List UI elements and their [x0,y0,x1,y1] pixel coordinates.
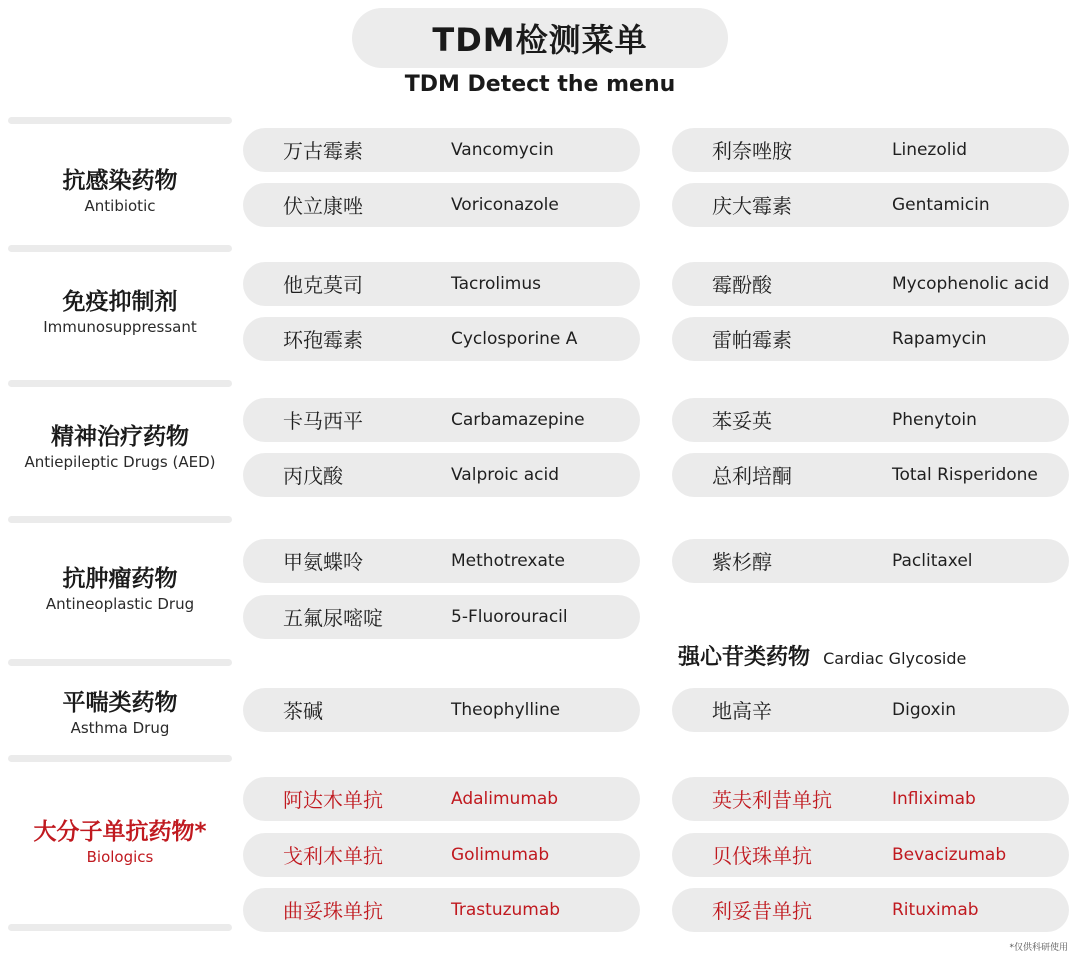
drug-name-en: Total Risperidone [892,465,1038,485]
category-asthma [8,688,232,738]
drug-name-cn: 苯妥英 [712,409,772,433]
drug-name-cn: 曲妥珠单抗 [283,899,383,923]
drug-name-cn: 戈利木单抗 [283,844,383,868]
category-cardiac-glycoside [678,640,966,671]
drug-name-cn: 卡马西平 [283,409,363,433]
drug-item-rituximab [672,888,1069,932]
drug-name-cn: 紫杉醇 [712,550,772,574]
drug-item-paclitaxel [672,539,1069,583]
page-title: TDM检测菜单 [352,8,728,68]
drug-name-en: Vancomycin [451,140,554,160]
drug-item-trastuzumab [243,888,640,932]
section-divider [8,924,232,931]
drug-name-en: Gentamicin [892,195,990,215]
category-title-cn: 强心苷类药物 [678,645,811,670]
drug-name-en: Valproic acid [451,465,560,485]
drug-name-cn: 总利培酮 [712,464,792,488]
drug-name-en: Digoxin [892,700,957,720]
section-divider [8,659,232,666]
category-title-en: Cardiac Glycoside [823,649,967,668]
drug-name-en: 5-Fluorouracil [451,607,568,627]
drug-name-en: Theophylline [451,700,561,720]
drug-item-valproic-acid [243,453,640,497]
drug-name-en: Linezolid [892,140,967,160]
drug-name-en: Mycophenolic acid [892,274,1050,294]
drug-name-cn: 丙戊酸 [283,464,343,488]
category-immunosuppressant [8,287,232,337]
drug-item-cyclosporine [243,317,640,361]
drug-item-fluorouracil [243,595,640,639]
page-subtitle: TDM Detect the menu [404,72,676,97]
drug-name-en: Paclitaxel [892,551,973,571]
section-divider [8,755,232,762]
section-divider [8,117,232,124]
category-title-cn: 免疫抑制剂 [62,289,178,315]
section-divider [8,245,232,252]
drug-item-tacrolimus [243,262,640,306]
drug-name-cn: 霉酚酸 [712,273,772,297]
drug-item-methotrexate [243,539,640,583]
drug-item-rapamycin [672,317,1069,361]
drug-item-linezolid [672,128,1069,172]
category-title-cn: 平喘类药物 [62,690,178,716]
drug-item-mycophenolic-acid [672,262,1069,306]
drug-item-digoxin [672,688,1069,732]
drug-name-en: Phenytoin [892,410,977,430]
drug-item-total-risperidone [672,453,1069,497]
category-title-cn: 精神治疗药物 [51,424,189,450]
section-divider [8,380,232,387]
section-divider [8,516,232,523]
drug-name-en: Golimumab [451,845,550,865]
drug-name-cn: 庆大霉素 [712,194,792,218]
drug-name-cn: 五氟尿嘧啶 [283,606,383,630]
drug-name-cn: 阿达木单抗 [283,788,383,812]
drug-name-en: Carbamazepine [451,410,585,430]
drug-item-voriconazole [243,183,640,227]
drug-item-infliximab [672,777,1069,821]
drug-item-gentamicin [672,183,1069,227]
category-title-cn: 抗肿瘤药物 [62,566,178,592]
drug-name-cn: 利妥昔单抗 [712,899,812,923]
drug-name-en: Infliximab [892,789,976,809]
drug-name-en: Bevacizumab [892,845,1007,865]
category-antineoplastic [8,564,232,614]
drug-item-phenytoin [672,398,1069,442]
drug-name-cn: 利奈唑胺 [712,139,792,163]
footnote: *仅供科研使用 [1009,943,1068,953]
drug-name-cn: 万古霉素 [283,139,363,163]
drug-item-adalimumab [243,777,640,821]
category-biologics [8,817,232,867]
drug-item-golimumab [243,833,640,877]
drug-name-cn: 环孢霉素 [283,328,363,352]
category-title-en: Antiepileptic Drugs (AED) [24,453,216,471]
category-title-en: Antibiotic [84,197,156,215]
drug-name-cn: 他克莫司 [283,273,363,297]
category-title-cn: 大分子单抗药物* [33,819,207,845]
drug-item-carbamazepine [243,398,640,442]
drug-item-theophylline [243,688,640,732]
drug-name-cn: 英夫利昔单抗 [712,788,832,812]
category-title-en: Immunosuppressant [43,318,197,336]
category-aed [8,422,232,472]
drug-name-en: Rapamycin [892,329,987,349]
drug-name-cn: 茶碱 [283,699,323,723]
drug-name-en: Cyclosporine A [451,329,578,349]
drug-name-en: Methotrexate [451,551,566,571]
drug-name-cn: 贝伐珠单抗 [712,844,812,868]
category-antibiotic [8,166,232,216]
category-title-en: Biologics [86,848,154,866]
category-title-en: Antineoplastic Drug [45,595,195,613]
drug-name-en: Trastuzumab [451,900,561,920]
drug-name-cn: 地高辛 [712,699,772,723]
drug-name-en: Adalimumab [451,789,559,809]
drug-name-cn: 甲氨蝶呤 [283,550,363,574]
drug-item-vancomycin [243,128,640,172]
drug-name-en: Tacrolimus [451,274,541,294]
drug-name-cn: 雷帕霉素 [712,328,792,352]
category-title-cn: 抗感染药物 [62,168,178,194]
category-title-en: Asthma Drug [70,719,170,737]
drug-name-cn: 伏立康唑 [283,194,363,218]
drug-item-bevacizumab [672,833,1069,877]
drug-name-en: Voriconazole [451,195,559,215]
drug-name-en: Rituximab [892,900,979,920]
